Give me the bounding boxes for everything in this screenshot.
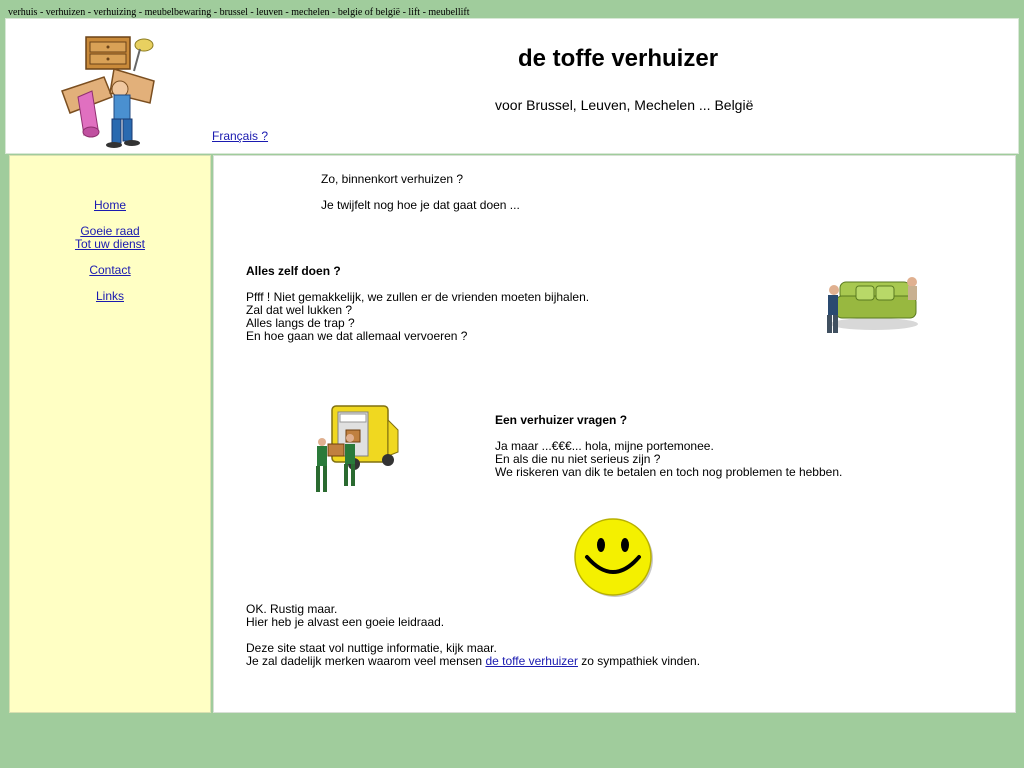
section1-line: En hoe gaan we dat allemaal vervoeren ? <box>246 329 468 343</box>
section2-line: We riskeren van dik te betalen en toch nog problemen te hebben. <box>495 465 843 479</box>
sidebar-item-links[interactable]: Links <box>95 289 124 303</box>
main-content <box>213 155 1016 713</box>
conclusion-prefix: Je zal dadelijk merken waarom veel mensen <box>246 654 486 668</box>
section2-line: En als die nu niet serieus zijn ? <box>495 452 661 466</box>
intro-line-2: Je twijfelt nog hoe je dat gaat doen ... <box>321 198 520 212</box>
language-link-french[interactable]: Français ? <box>212 129 269 143</box>
site-subtitle: voor Brussel, Leuven, Mechelen ... België <box>495 97 754 113</box>
intro-line-1: Zo, binnenkort verhuizen ? <box>321 172 464 186</box>
section1-line: Pfff ! Niet gemakkelijk, we zullen er de vrienden moeten bijhalen. <box>246 290 590 304</box>
conclusion-line: OK. Rustig maar. <box>246 602 338 616</box>
section2-line: Ja maar ...€€€... hola, mijne portemonee. <box>495 439 714 453</box>
section1-line: Alles langs de trap ? <box>246 316 355 330</box>
conclusion-line: Hier heb je alvast een goeie leidraad. <box>246 615 445 629</box>
sidebar-nav <box>10 199 210 303</box>
section1-line: Zal dat wel lukken ? <box>246 303 353 317</box>
site-name-link[interactable]: de toffe verhuizer <box>485 654 578 668</box>
sidebar-item-home[interactable]: Home <box>93 198 126 212</box>
sidebar-item-goeie-raad[interactable]: Goeie raad <box>80 224 140 238</box>
keywords-line: verhuis - verhuizen - verhuizing - meubelbewaring - brussel - leuven - mechelen - belgie of belgië - lift - meubellift <box>8 7 470 18</box>
conclusion-suffix: zo sympathiek vinden. <box>577 654 701 668</box>
smiley-face-icon <box>573 517 655 599</box>
site-title: de toffe verhuizer <box>518 45 719 72</box>
conclusion-line: Deze site staat vol nuttige informatie, kijk maar. <box>246 641 497 655</box>
sidebar <box>9 155 211 713</box>
section2-heading: Een verhuizer vragen ? <box>495 413 628 427</box>
section1-heading: Alles zelf doen ? <box>246 264 341 278</box>
conclusion-last-line <box>246 655 700 668</box>
sidebar-item-contact[interactable]: Contact <box>89 263 131 277</box>
header <box>5 18 1019 154</box>
sidebar-item-tot-uw-dienst[interactable]: Tot uw dienst <box>74 237 146 251</box>
mover-carrying-furniture-illustration <box>58 33 158 149</box>
two-men-carrying-sofa-illustration <box>822 272 922 342</box>
movers-unloading-van-illustration <box>310 400 402 502</box>
